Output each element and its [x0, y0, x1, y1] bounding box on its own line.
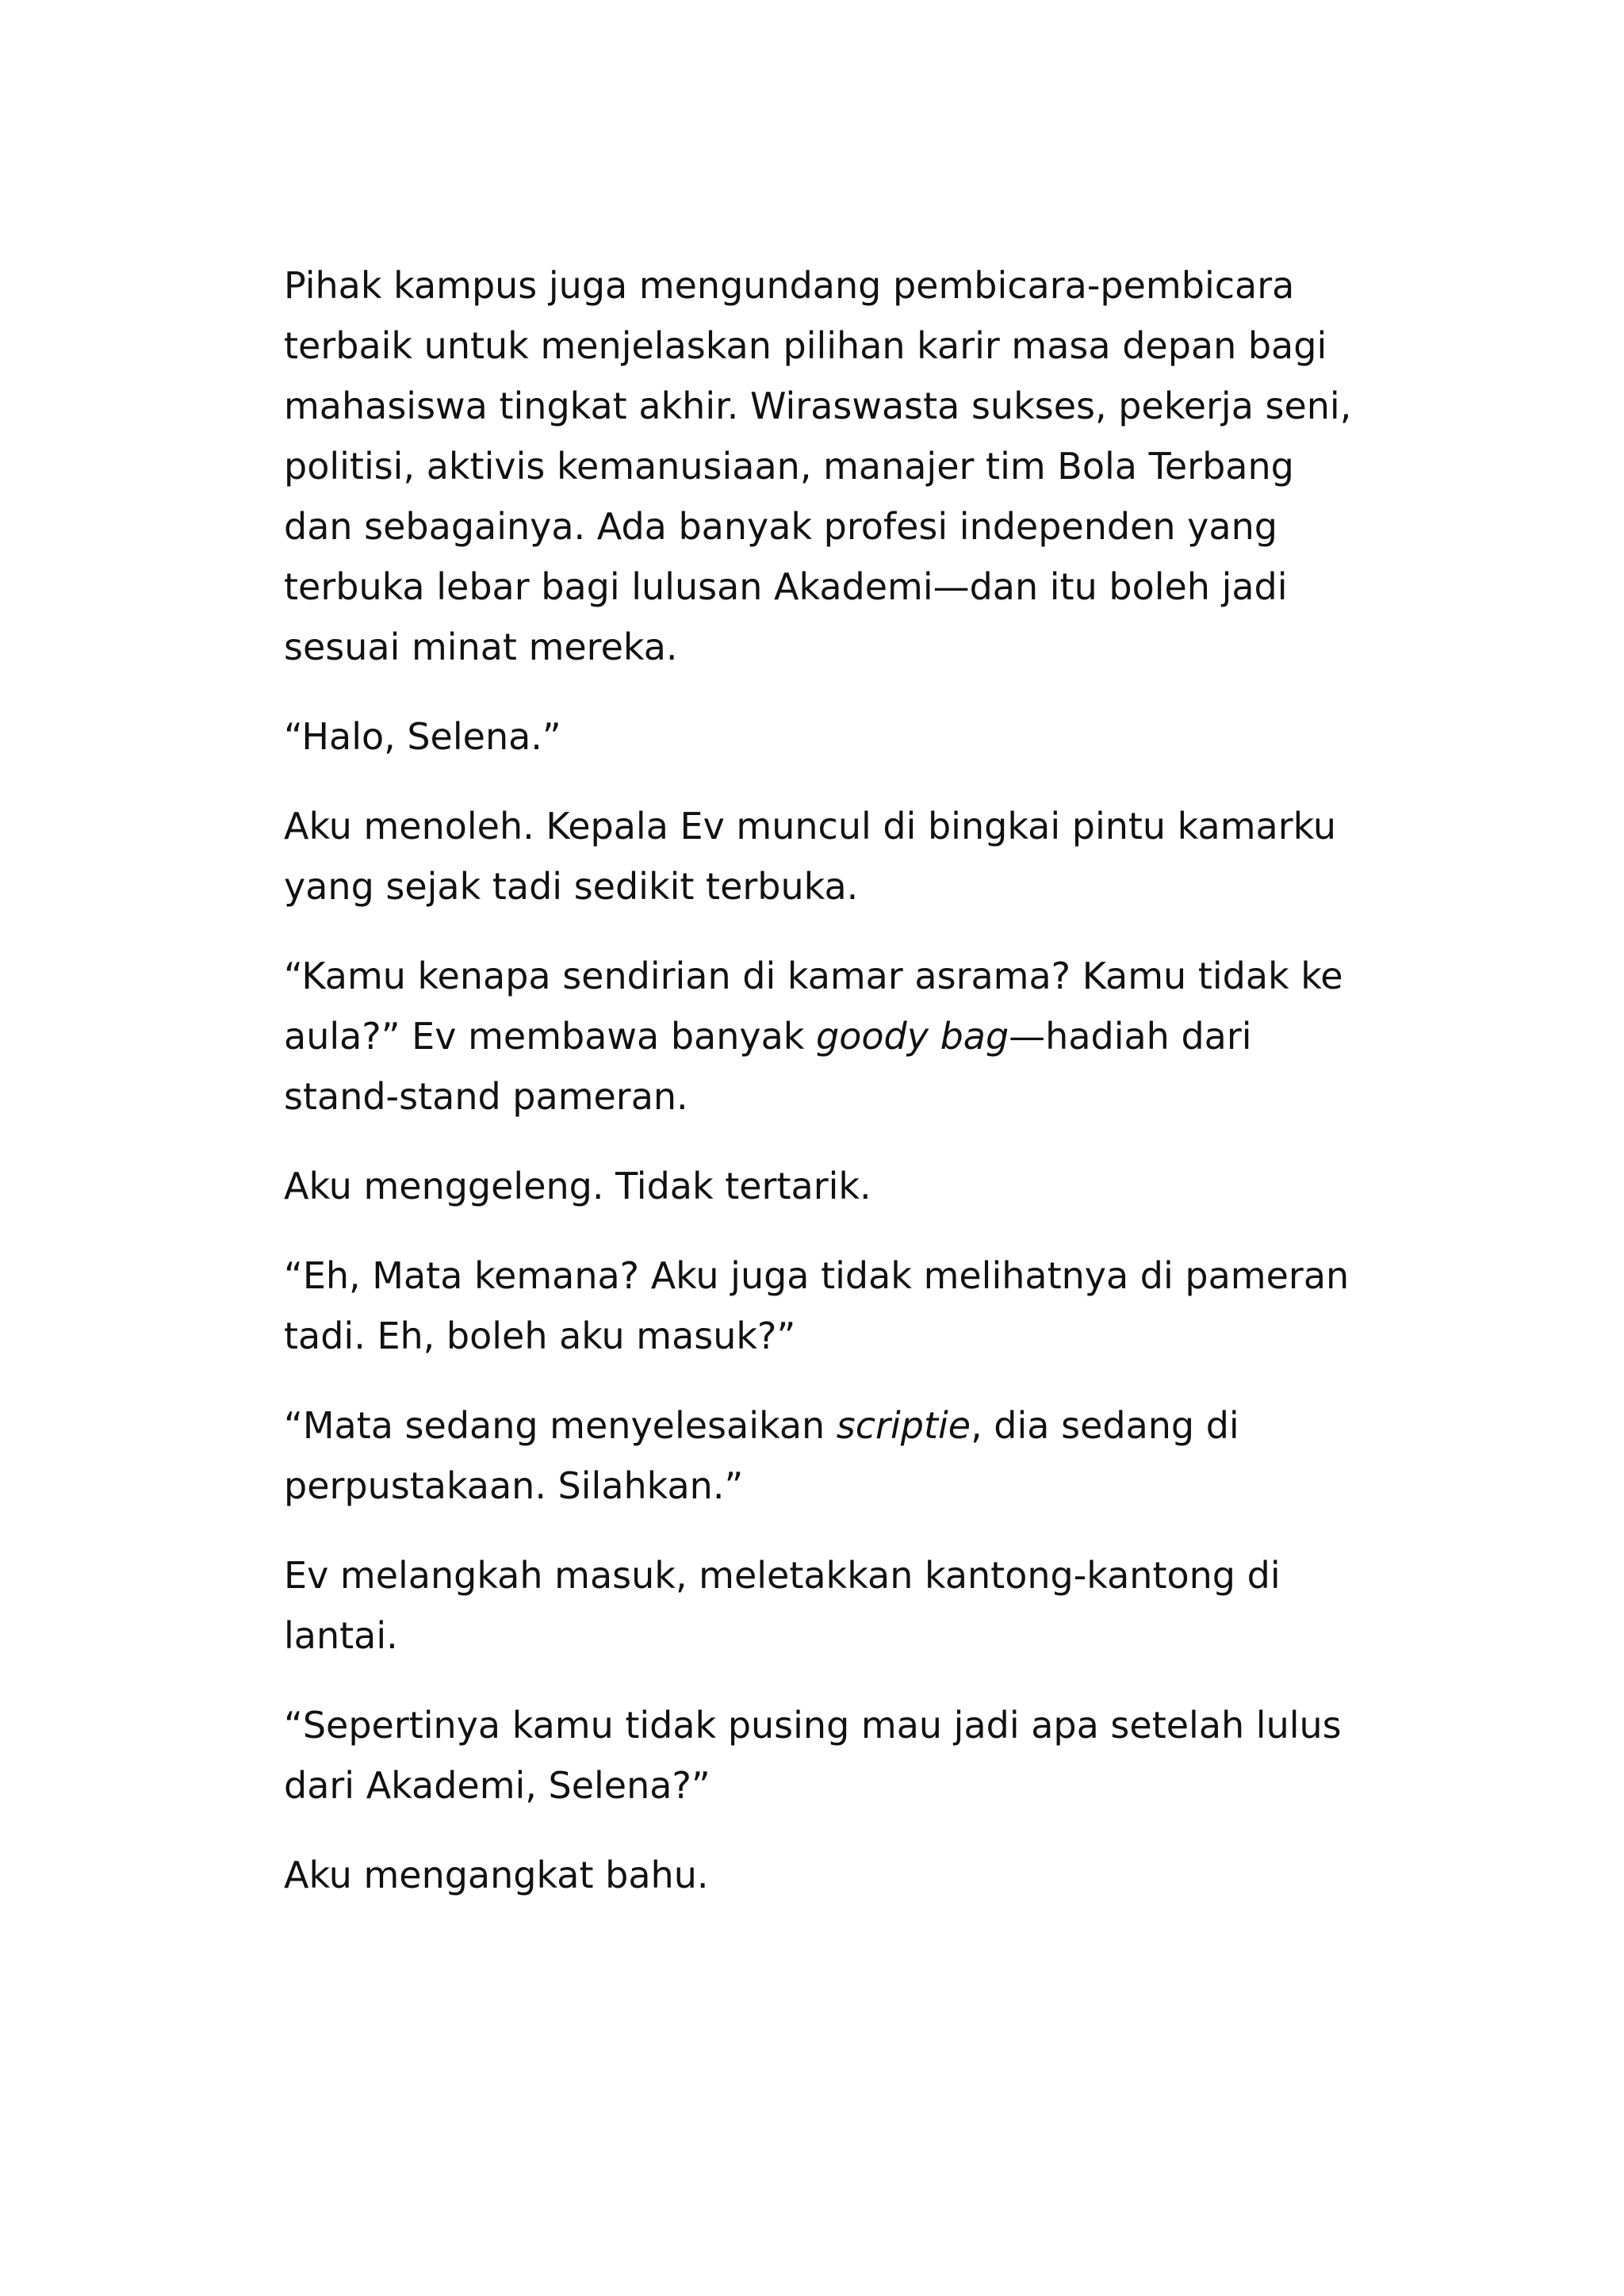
paragraph-4: [284, 946, 1362, 1127]
paragraph-7: [284, 1395, 1362, 1516]
paragraph-9: “Sepertinya kamu tidak pusing mau jadi apa setelah lulus dari Akademi, Selena?”: [284, 1704, 1342, 1807]
paragraph-1: Pihak kampus juga mengundang pembicara-pembicara terbaik untuk menjelaskan pilihan karir masa depan bagi mahasiswa tingkat akhir. Wiraswasta sukses, pekerja seni, politisi, aktivis kemanusiaan, manajer tim Bola Terbang dan sebagainya. Ada banyak profesi independen yang terbuka lebar bagi lulusan Akademi—dan itu boleh jadi sesuai minat mereka.: [284, 264, 1352, 668]
paragraph-2: “Halo, Selena.”: [284, 715, 561, 758]
paragraph-7-text-after: , dia sedang di perpustakaan. Silahkan.”: [284, 1404, 1239, 1507]
paragraph-4-italic: goody bag: [816, 1015, 1009, 1058]
paragraph-10: Aku mengangkat bahu.: [284, 1854, 709, 1896]
paragraph-3: Aku menoleh. Kepala Ev muncul di bingkai pintu kamarku yang sejak tadi sedikit terbuka.: [284, 805, 1336, 908]
paragraph-7-text-before: “Mata sedang menyelesaikan: [284, 1404, 837, 1447]
paragraph-4-text-after: —hadiah dari stand-stand pameran.: [284, 1015, 1252, 1118]
paragraph-6: “Eh, Mata kemana? Aku juga tidak melihatnya di pameran tadi. Eh, boleh aku masuk?”: [284, 1254, 1350, 1357]
paragraph-5: Aku menggeleng. Tidak tertarik.: [284, 1165, 871, 1207]
paragraph-8: Ev melangkah masuk, meletakkan kantong-kantong di lantai.: [284, 1554, 1281, 1657]
body-text: [284, 255, 1362, 1934]
paragraph-7-italic: scriptie: [836, 1404, 971, 1447]
paragraph-4-text-before: “Kamu kenapa sendirian di kamar asrama? Kamu tidak ke aula?” Ev membawa banyak: [284, 955, 1343, 1058]
